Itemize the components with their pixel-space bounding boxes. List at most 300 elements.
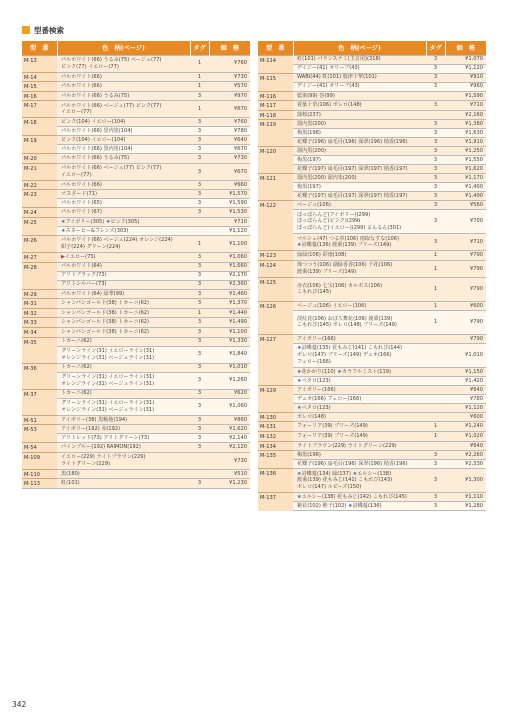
color-pattern-cell: グリーンライン(31) イエローライン(31) オレンジライン(31) ベージュライン(31): [57, 372, 190, 389]
table-row: [22, 346, 250, 363]
price-cell: ¥1,440: [209, 308, 250, 318]
color-pattern-cell: パルホワイト(67): [57, 208, 190, 218]
price-cell: ¥1,570: [209, 190, 250, 199]
tag-cell: 1: [426, 260, 445, 277]
table-row: [22, 318, 250, 328]
color-pattern-cell: トカーニ(62): [57, 363, 190, 372]
color-pattern-cell: ベージュ(106) イエロー(106): [293, 301, 426, 310]
color-pattern-cell: 虹(101) パランスナミ(主音用)(318): [293, 55, 426, 64]
color-pattern-cell: パルホワイト(66) うるみ(75) ベージュ(77) ピンク(77) イエロー(77): [57, 55, 190, 72]
price-cell: ¥1,010: [209, 363, 250, 372]
color-pattern-cell: 花蝶子(197) 扇毛目(197) 深翠(197) 梢香(197): [293, 165, 426, 174]
color-pattern-cell: 溜内黒(200): [293, 147, 426, 156]
star-icon: ★: [297, 345, 302, 352]
tag-cell: 1: [426, 301, 445, 310]
model-code-cell: M-18: [22, 118, 57, 136]
price-cell: ¥1,110: [445, 493, 486, 502]
tag-cell: 3: [190, 337, 209, 346]
color-pattern-cell: 珠つつう(106) 湖緑香香(106) 千花(106) 渡乗(139) ブリーズ(149): [293, 260, 426, 277]
table-row: [22, 363, 250, 372]
color-pattern-cell: 黒(180): [57, 469, 190, 479]
model-code-cell: M-113: [22, 479, 57, 489]
model-code-cell: M-32: [22, 308, 57, 318]
tag-cell: 3: [190, 398, 209, 415]
price-cell: ¥600: [445, 412, 486, 422]
tag-cell: 1: [426, 310, 445, 334]
price-cell: ¥1,400: [445, 183, 486, 192]
star-icon: ★: [352, 470, 358, 477]
table-row: [258, 493, 486, 502]
tag-cell: 3: [426, 234, 445, 251]
color-pattern-cell: ▶イエロー(75): [57, 253, 190, 263]
tag-cell: 1: [190, 101, 209, 118]
page-header: [22, 24, 64, 36]
table-row: [258, 367, 486, 376]
price-cell: ¥710: [445, 234, 486, 251]
header-price: 価 格: [209, 41, 250, 55]
table-row: [258, 210, 486, 234]
color-pattern-cell: ★アイボリー(305) ★ピンク(305): [57, 218, 190, 227]
price-cell: ¥1,300: [445, 469, 486, 493]
model-code-cell: M-29: [22, 289, 57, 299]
tag-cell: [426, 367, 445, 376]
color-pattern-cell: ライトブラウン(229) ライトグリーン(229): [293, 441, 426, 451]
color-pattern-cell: ★ペタロ(123): [293, 403, 426, 412]
model-code-cell: M-37: [22, 389, 57, 415]
price-cell: ¥730: [209, 452, 250, 469]
model-code-cell: M-17: [22, 101, 57, 118]
model-code-cell: M-53: [22, 425, 57, 443]
left-table-body: [22, 55, 250, 489]
table-row: [258, 234, 486, 251]
color-pattern-cell: パインブルー(192) RAIMON(192): [57, 443, 190, 453]
table-row: [258, 301, 486, 310]
table-row: [22, 443, 250, 453]
price-cell: ¥1,100: [209, 328, 250, 338]
tag-cell: 3: [190, 280, 209, 289]
color-pattern-cell: 着葉十草(106) ボレロ(148): [293, 101, 426, 111]
table-row: [258, 251, 486, 261]
tag-cell: 3: [190, 136, 209, 145]
model-code-cell: M-54: [22, 443, 57, 453]
star-icon: ★: [337, 368, 342, 375]
tag-cell: 3: [426, 460, 445, 469]
star-icon: ★: [297, 493, 302, 500]
tag-cell: 3: [190, 118, 209, 127]
model-code-cell: M-118: [258, 110, 293, 120]
price-cell: ¥780: [445, 394, 486, 403]
color-pattern-cell: パルホワイト(66) ベージュ(77) ピンク(77) イエロー(77): [57, 163, 190, 180]
table-row: [258, 64, 486, 73]
price-cell: ¥710: [209, 218, 250, 227]
model-code-cell: M-14: [22, 72, 57, 82]
price-cell: ¥1,490: [209, 318, 250, 328]
model-code-cell: M-28: [22, 262, 57, 289]
price-cell: ¥730: [209, 72, 250, 82]
tag-cell: 3: [426, 138, 445, 147]
header-color: 色 柄(ページ): [57, 41, 190, 55]
model-code-cell: M-121: [258, 174, 293, 201]
price-cell: ¥1,010: [445, 343, 486, 367]
model-code-cell: M-131: [258, 422, 293, 432]
table-row: [258, 138, 486, 147]
color-pattern-cell: パルホワイト(66) ベージュ(224) オレンジ(224) 紺子(224) グリーン(224): [57, 236, 190, 253]
model-code-cell: M-23: [22, 190, 57, 208]
tag-cell: 3: [190, 318, 209, 328]
tag-cell: 3: [190, 443, 209, 453]
table-row: [258, 394, 486, 403]
color-pattern-cell: ★エルシー(138) 花もみじ(142) こもれび(145): [293, 493, 426, 502]
color-pattern-cell: シャンパンゴールド(38) トカーニ(62): [57, 318, 190, 328]
table-row: [258, 469, 486, 493]
table-row: [258, 120, 486, 129]
table-row: [258, 451, 486, 460]
color-pattern-cell: 花蝶子(197) 扇毛目(197) 深翠(197) 梢香(197): [293, 192, 426, 201]
table-row: [22, 180, 250, 190]
color-pattern-cell: 梅黒(197): [293, 156, 426, 165]
model-code-cell: M-135: [258, 451, 293, 469]
price-cell: ¥1,070: [445, 55, 486, 64]
table-row: [258, 101, 486, 111]
color-pattern-cell: パルホワイト(64): [57, 262, 190, 271]
table-row: [22, 227, 250, 236]
tag-cell: 3: [190, 154, 209, 164]
table-row: [22, 127, 250, 136]
color-pattern-cell: ピンク(104) イエロー(104): [57, 136, 190, 145]
color-pattern-cell: ぽっぽらんど(アイボリー)(299) ぽっぽらんど(ピンク)(299) ぽっぽらんど(イエロー)(299) るんるん(301): [293, 210, 426, 234]
tag-cell: 1: [426, 422, 445, 432]
tag-cell: [426, 91, 445, 101]
price-cell: ¥790: [445, 310, 486, 334]
price-cell: ¥1,460: [209, 289, 250, 299]
tag-cell: 3: [426, 55, 445, 64]
model-code-cell: M-109: [22, 452, 57, 469]
price-cell: ¥670: [209, 145, 250, 154]
tag-cell: [426, 343, 445, 367]
triangle-icon: ▶: [61, 254, 65, 261]
tag-cell: 3: [190, 328, 209, 338]
star-icon: ★: [297, 242, 302, 249]
model-code-cell: M-127: [258, 334, 293, 385]
table-row: [22, 452, 250, 469]
model-code-cell: M-35: [22, 337, 57, 363]
color-pattern-cell: 蒲桜(237): [293, 110, 426, 120]
table-row: [258, 165, 486, 174]
tag-cell: 3: [190, 372, 209, 389]
table-row: [22, 271, 250, 280]
tag-cell: 1: [190, 55, 209, 72]
model-code-cell: M-115: [258, 73, 293, 91]
price-cell: ¥1,120: [209, 227, 250, 236]
header-code: 型 番: [22, 41, 57, 55]
price-cell: ¥700: [445, 210, 486, 234]
color-pattern-cell: 緑緑(106) 彩雨(108): [293, 251, 426, 261]
color-pattern-cell: アイボリー(192) 赤(192): [57, 425, 190, 434]
tag-cell: 3: [426, 210, 445, 234]
tag-cell: 1: [190, 72, 209, 82]
price-cell: ¥620: [209, 389, 250, 398]
tag-cell: 3: [426, 73, 445, 82]
table-row: [22, 218, 250, 227]
tag-cell: 3: [426, 147, 445, 156]
table-row: [22, 398, 250, 415]
price-cell: ¥570: [209, 82, 250, 92]
table-row: [22, 434, 250, 443]
model-code-cell: M-13: [22, 55, 57, 72]
right-table-body: [258, 55, 486, 511]
table-row: [258, 385, 486, 394]
price-cell: ¥1,620: [209, 425, 250, 434]
price-cell: ¥790: [445, 251, 486, 261]
tag-cell: [426, 334, 445, 343]
price-cell: ¥960: [445, 82, 486, 91]
color-pattern-cell: シャンパンゴールド(38) トカーニ(62): [57, 299, 190, 309]
model-code-cell: M-27: [22, 253, 57, 263]
price-cell: ¥1,370: [209, 299, 250, 309]
table-row: [22, 236, 250, 253]
color-pattern-cell: 梅黒(197): [293, 183, 426, 192]
model-code-cell: M-120: [258, 147, 293, 174]
model-code-cell: M-129: [258, 385, 293, 412]
tag-cell: 3: [190, 479, 209, 489]
color-pattern-cell: 花蝶子(196) 扇毛目(196) 深翠(196) 梢香(196): [293, 138, 426, 147]
table-row: [22, 479, 250, 489]
tag-cell: [426, 403, 445, 412]
table-row: [258, 441, 486, 451]
table-row: [258, 422, 486, 432]
price-cell: ¥2,140: [209, 434, 250, 443]
tag-cell: 3: [426, 64, 445, 73]
model-code-cell: M-124: [258, 260, 293, 277]
table-row: [22, 136, 250, 145]
model-code-cell: M-117: [258, 101, 293, 111]
tag-cell: 1: [190, 308, 209, 318]
table-row: [258, 129, 486, 138]
model-code-cell: M-110: [22, 469, 57, 479]
color-pattern-cell: パルホワイト(64) 緑華(99): [57, 289, 190, 299]
table-row: [22, 72, 250, 82]
price-cell: ¥1,060: [209, 253, 250, 263]
model-code-cell: M-20: [22, 154, 57, 164]
tag-cell: 3: [426, 201, 445, 210]
tag-cell: 3: [426, 469, 445, 493]
right-price-table: [258, 41, 486, 511]
color-pattern-cell: ボレロ(148): [293, 412, 426, 422]
color-pattern-cell: 花蝶子(196) 扇毛目(196) 深翠(196) 梢香(196): [293, 460, 426, 469]
color-pattern-cell: 淡紅花(106) おぼろ舞花(106) 渡乗(139) こもれび(145) ボレロ(148) ブリーズ(149): [293, 310, 426, 334]
header-tag: タグ: [190, 41, 209, 55]
model-code-cell: M-19: [22, 136, 57, 154]
tag-cell: 1: [426, 251, 445, 261]
color-pattern-cell: アイボリー(166): [293, 385, 426, 394]
tag-cell: 3: [426, 183, 445, 192]
star-icon: ★: [105, 218, 111, 225]
table-row: [258, 502, 486, 511]
price-cell: ¥2,260: [445, 451, 486, 460]
tag-cell: 3: [426, 451, 445, 460]
tag-cell: 3: [426, 493, 445, 502]
model-code-cell: M-136: [258, 469, 293, 493]
tag-cell: 3: [190, 91, 209, 101]
model-code-cell: M-114: [258, 55, 293, 73]
tag-cell: 3: [190, 389, 209, 398]
table-row: [258, 183, 486, 192]
color-pattern-cell: デイジー(41) オリーブ(43): [293, 82, 426, 91]
tag-cell: 1: [426, 277, 445, 301]
price-cell: ¥790: [445, 334, 486, 343]
header-price: 価 格: [445, 41, 486, 55]
color-pattern-cell: ★ペタロ(123): [293, 376, 426, 385]
model-code-cell: M-132: [258, 432, 293, 442]
color-pattern-cell: フォーリア(39) ブリーズ(149): [293, 432, 426, 442]
table-row: [258, 174, 486, 183]
table-header-row: [22, 41, 250, 55]
color-pattern-cell: デイジー(41) オリーブ(43): [293, 64, 426, 73]
color-pattern-cell: グリーンライン(31) イエローライン(31) オレンジライン(31) ベージュライン(31): [57, 398, 190, 415]
table-row: [258, 343, 486, 367]
price-cell: ¥790: [445, 277, 486, 301]
table-row: [258, 277, 486, 301]
header-code: 型 番: [258, 41, 293, 55]
color-pattern-cell: シャンパンゴールド(38) トカーニ(62): [57, 308, 190, 318]
tag-cell: 3: [426, 502, 445, 511]
tag-cell: 3: [190, 208, 209, 218]
price-cell: ¥760: [209, 55, 250, 72]
color-pattern-cell: パルホワイト(66) 黒内塗(104): [57, 145, 190, 154]
table-row: [22, 280, 250, 289]
price-cell: ¥1,630: [445, 129, 486, 138]
price-cell: ¥2,160: [445, 110, 486, 120]
color-pattern-cell: 梅黒(196): [293, 129, 426, 138]
color-pattern-cell: WABI(44) 虹(101) 鹿津十華(101): [293, 73, 426, 82]
tag-cell: 3: [190, 199, 209, 208]
model-code-cell: M-126: [258, 301, 293, 334]
price-cell: ¥1,590: [209, 199, 250, 208]
model-code-cell: M-31: [22, 299, 57, 309]
header-tag: タグ: [426, 41, 445, 55]
table-row: [258, 334, 486, 343]
model-code-cell: M-36: [22, 363, 57, 389]
table-row: [258, 412, 486, 422]
color-pattern-cell: トカーニ(62): [57, 337, 190, 346]
price-cell: ¥640: [209, 136, 250, 145]
price-cell: ¥1,020: [445, 432, 486, 442]
model-code-cell: M-119: [258, 120, 293, 147]
tag-cell: 3: [190, 127, 209, 136]
table-row: [22, 145, 250, 154]
table-row: [258, 201, 486, 210]
table-row: [22, 262, 250, 271]
price-cell: ¥1,660: [209, 262, 250, 271]
star-icon: ★: [348, 502, 353, 509]
price-cell: ¥860: [209, 415, 250, 425]
model-code-cell: M-22: [22, 180, 57, 190]
table-row: [22, 253, 250, 263]
color-pattern-cell: アリトブラック(73): [57, 271, 190, 280]
model-code-cell: M-16: [22, 91, 57, 101]
price-cell: ¥1,260: [209, 372, 250, 389]
table-row: [258, 147, 486, 156]
color-pattern-cell: 紫花(102) 椎子(102) ★詩蝶蔓(136): [293, 502, 426, 511]
color-pattern-cell: パルホワイト(66): [57, 180, 190, 190]
price-cell: ¥1,620: [445, 165, 486, 174]
color-pattern-cell: パルホワイト(66): [57, 82, 190, 92]
tag-cell: [190, 227, 209, 236]
price-cell: ¥1,550: [445, 156, 486, 165]
color-pattern-cell: トカーニ(62): [57, 389, 190, 398]
tag-cell: 3: [190, 262, 209, 271]
page-number: 342: [12, 700, 27, 709]
table-row: [22, 91, 250, 101]
color-pattern-cell: 藍染(99) 巻(99): [293, 91, 426, 101]
tag-cell: [426, 394, 445, 403]
tag-cell: [190, 452, 209, 469]
tag-cell: 3: [426, 192, 445, 201]
color-pattern-cell: マスタード(71): [57, 190, 190, 199]
model-code-cell: M-15: [22, 82, 57, 92]
price-cell: ¥790: [445, 260, 486, 277]
price-cell: ¥2,360: [209, 280, 250, 289]
table-row: [22, 372, 250, 389]
table-row: [22, 389, 250, 398]
star-icon: ★: [297, 377, 302, 384]
star-icon: ★: [61, 227, 66, 234]
table-row: [22, 154, 250, 164]
table-row: [258, 460, 486, 469]
table-row: [258, 82, 486, 91]
price-cell: ¥1,590: [445, 91, 486, 101]
price-cell: ¥640: [445, 385, 486, 394]
table-row: [22, 289, 250, 299]
price-cell: ¥640: [445, 441, 486, 451]
tag-cell: 3: [190, 163, 209, 180]
price-cell: ¥1,100: [209, 236, 250, 253]
tag-cell: [426, 412, 445, 422]
color-pattern-cell: フォーリア(39) ブリーズ(149): [293, 422, 426, 432]
color-pattern-cell: ★詩蝶蔓(135) 花もみじ(141) こもれび(144) ボレロ(147) ブリーズ(149) デュオ(166) フェロー(166): [293, 343, 426, 367]
tag-cell: 3: [190, 363, 209, 372]
table-row: [22, 82, 250, 92]
color-pattern-cell: 溜内黒(200): [293, 120, 426, 129]
color-pattern-cell: マルシェ(47) つる草(106) 雨取なすな(106) ★詩蝶蔓(136) 渡乗(139) ブリーズ(149): [293, 234, 426, 251]
tag-cell: 3: [190, 346, 209, 363]
table-row: [22, 425, 250, 434]
price-cell: ¥2,120: [209, 443, 250, 453]
table-row: [22, 308, 250, 318]
price-cell: ¥1,150: [445, 367, 486, 376]
star-icon: ★: [297, 368, 302, 375]
color-pattern-cell: ピンク(104) イエロー(104): [57, 118, 190, 127]
model-code-cell: M-33: [22, 318, 57, 328]
left-price-table: [22, 41, 250, 489]
color-pattern-cell: パルホワイト(66) うるみ(75): [57, 154, 190, 164]
price-cell: ¥660: [209, 180, 250, 190]
price-cell: ¥1,490: [445, 192, 486, 201]
table-row: [22, 337, 250, 346]
tag-cell: 3: [426, 101, 445, 111]
price-cell: ¥1,420: [445, 376, 486, 385]
color-pattern-cell: 溜内黒(200) 溜内朱(200): [293, 174, 426, 183]
table-row: [258, 73, 486, 82]
price-cell: ¥2,170: [209, 271, 250, 280]
tag-cell: 3: [426, 156, 445, 165]
tag-cell: 3: [190, 190, 209, 199]
tag-cell: 3: [426, 165, 445, 174]
price-cell: ¥1,120: [445, 64, 486, 73]
price-cell: ¥1,060: [209, 398, 250, 415]
color-pattern-cell: アリトレッド(73) アリトグリーン(73): [57, 434, 190, 443]
model-code-cell: M-122: [258, 201, 293, 251]
